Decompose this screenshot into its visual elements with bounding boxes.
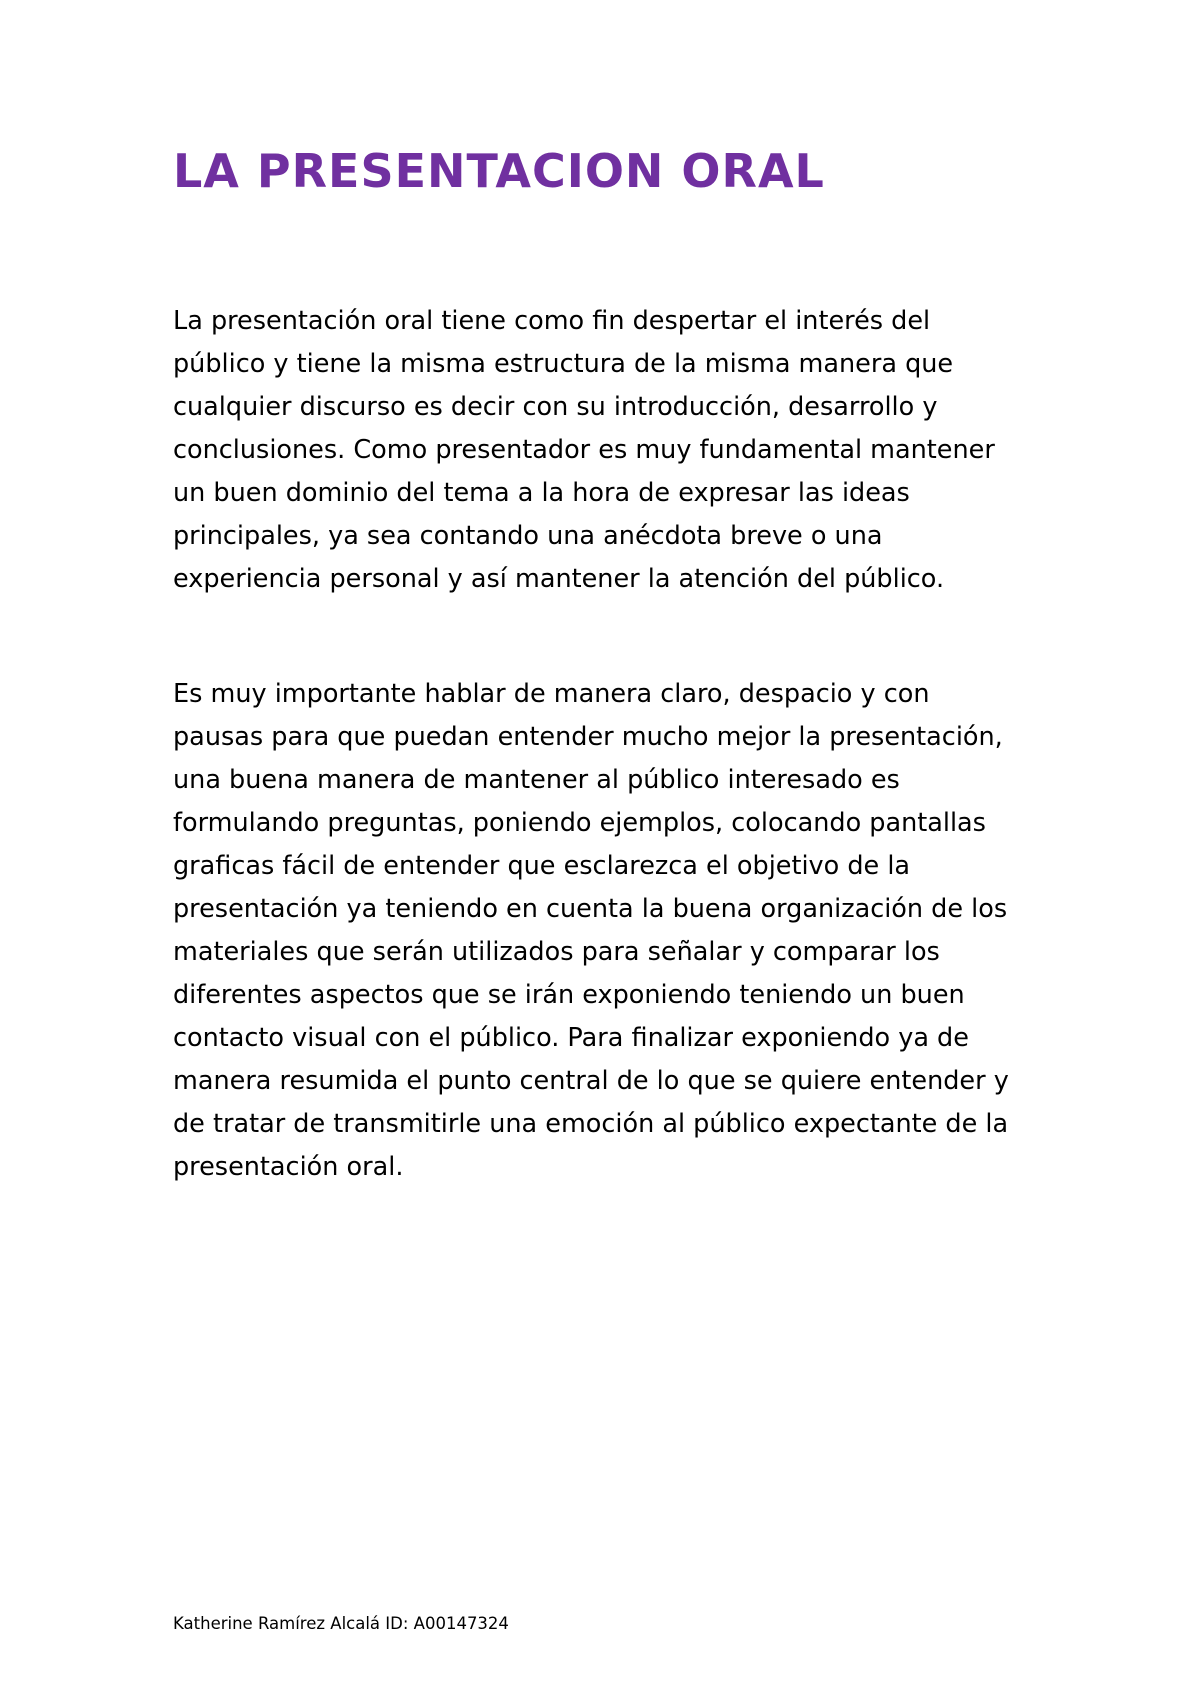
paragraph-line: conclusiones. Como presentador es muy fundamental mantener — [173, 435, 995, 465]
paragraph-line: una buena manera de mantener al público interesado es — [173, 765, 900, 795]
page-footer: Katherine Ramírez Alcalá ID: A00147324 — [173, 1614, 509, 1633]
paragraph-line: cualquier discurso es decir con su introducción, desarrollo y — [173, 392, 938, 422]
paragraph-line: materiales que serán utilizados para señalar y comparar los — [173, 937, 940, 967]
paragraph-line: principales, ya sea contando una anécdota breve o una — [173, 521, 883, 551]
paragraph-line: manera resumida el punto central de lo que se quiere entender y — [173, 1066, 1009, 1096]
paragraph-line: pausas para que puedan entender mucho mejor la presentación, — [173, 722, 1003, 752]
paragraph-line: presentación oral. — [173, 1152, 404, 1182]
paragraph-line: experiencia personal y así mantener la atención del público. — [173, 564, 945, 594]
page-title: LA PRESENTACION ORAL — [173, 144, 825, 198]
paragraph-line: formulando preguntas, poniendo ejemplos, colocando pantallas — [173, 808, 986, 838]
paragraph-line: graficas fácil de entender que esclarezca el objetivo de la — [173, 851, 911, 881]
paragraph-line: diferentes aspectos que se irán exponiendo teniendo un buen — [173, 980, 965, 1010]
paragraph-line: La presentación oral tiene como fin despertar el interés del — [173, 306, 931, 336]
paragraph-2 — [173, 673, 1053, 1189]
paragraph-line: de tratar de transmitirle una emoción al público expectante de la — [173, 1109, 1009, 1139]
paragraph-1 — [173, 300, 1053, 601]
paragraph-line: contacto visual con el público. Para finalizar exponiendo ya de — [173, 1023, 969, 1053]
paragraph-line: Es muy importante hablar de manera claro, despacio y con — [173, 679, 930, 709]
paragraph-line: público y tiene la misma estructura de la misma manera que — [173, 349, 954, 379]
paragraph-line: un buen dominio del tema a la hora de expresar las ideas — [173, 478, 910, 508]
paragraph-line: presentación ya teniendo en cuenta la buena organización de los — [173, 894, 1008, 924]
